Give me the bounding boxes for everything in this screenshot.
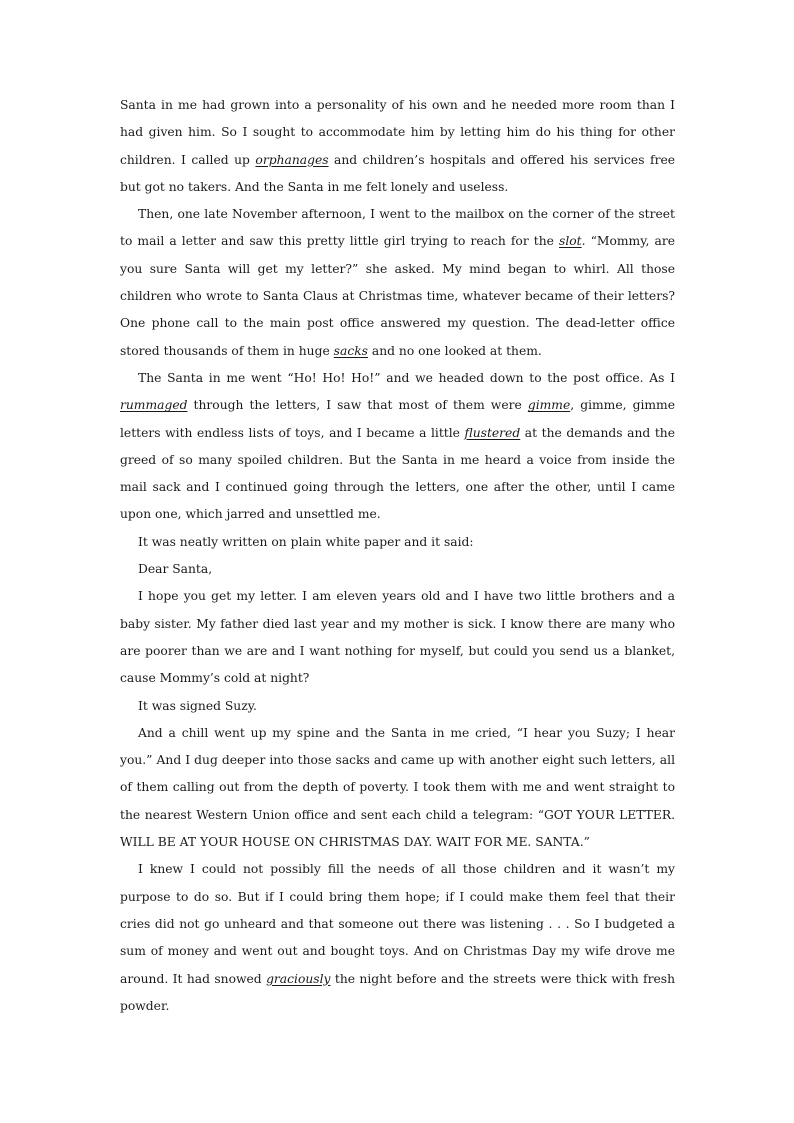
paragraph-1 — [120, 92, 675, 201]
vocabulary-word: gimme — [527, 398, 571, 413]
paragraph-4 — [120, 529, 675, 556]
vocabulary-word: flustered — [464, 425, 521, 440]
paragraph-text: through the letters, I saw that most of them were — [187, 398, 528, 413]
paragraph-text: Then, one late November afternoon, I went to the mailbox on the corner of the street to mail a letter and saw this pretty little girl trying to reach for the — [120, 207, 675, 249]
vocabulary-word: rummaged — [120, 398, 188, 413]
paragraph-text: The Santa in me went “Ho! Ho! Ho!” and we headed down to the post office. As I — [138, 370, 675, 385]
paragraph-text: I hope you get my letter. I am eleven years old and I have two little brothers and a baby sister. My father died last year and my mother is sick. I know there are many who are poorer than we are and I want nothing for myself, but could you send us a blanket, cause Mommy’s cold at night? — [120, 589, 675, 686]
paragraph-2 — [120, 201, 675, 365]
paragraph-text: at the demands and the greed of so many spoiled children. But the Santa in me heard a voice from inside the mail sack and I continued going through the letters, one after the other, until I came upon one, which jarred and unsettled me. — [120, 425, 675, 522]
paragraph-text: Dear Santa, — [138, 562, 213, 577]
paragraph-text: and children’s hospitals and offered his services free but got no takers. And the Santa in me felt lonely and useless. — [120, 152, 675, 194]
letter-salutation — [120, 556, 675, 583]
paragraph-text: and no one looked at them. — [367, 343, 542, 358]
vocabulary-word: graciously — [266, 971, 331, 986]
paragraph-text: . “Mommy, are you sure Santa will get my letter?” she asked. My mind began to whirl. All those children who wrote to Santa Claus at Christmas time, whatever became of their letters? One phone call to the main post office answered my question. The dead-letter office stored thousands of them in huge — [120, 234, 676, 358]
document-page — [120, 92, 675, 1020]
paragraph-3 — [120, 365, 675, 529]
vocabulary-word: slot — [559, 234, 582, 249]
paragraph-text: I knew I could not possibly fill the needs of all those children and it wasn’t my purpose to do so. But if I could bring them hope; if I could make them feel that their cries did not go unheard and that someone out there was listening . . . So I budgeted a sum of money and went out and bought toys. And on Christmas Day my wife drove me around. It had snowed — [120, 862, 675, 986]
paragraph-text: Santa in me had grown into a personality of his own and he needed more room than I had given him. So I sought to accommodate him by letting him do his thing for other children. I called up — [120, 98, 675, 167]
letter-signature — [120, 693, 675, 720]
vocabulary-word: orphanages — [255, 152, 329, 167]
paragraph-8 — [120, 720, 675, 856]
paragraph-text: the night before and the streets were thick with fresh powder. — [120, 971, 675, 1013]
vocabulary-word: sacks — [333, 343, 368, 358]
paragraph-text: It was signed Suzy. — [138, 698, 257, 713]
paragraph-text: It was neatly written on plain white paper and it said: — [138, 534, 474, 549]
letter-body — [120, 583, 675, 692]
paragraph-text: And a chill went up my spine and the Santa in me cried, “I hear you Suzy; I hear you.” And I dug deeper into those sacks and came up with another eight such letters, all of them calling out from the depth of poverty. I took them with me and went straight to the nearest Western Union office and sent each child a telegram: “GOT YOUR LETTER. WILL BE AT YOUR HOUSE ON CHRISTMAS DAY. WAIT FOR ME. SANTA.” — [120, 725, 675, 850]
paragraph-9 — [120, 856, 675, 1020]
paragraph-text: , gimme, gimme letters with endless lists of toys, and I became a little — [120, 398, 675, 440]
